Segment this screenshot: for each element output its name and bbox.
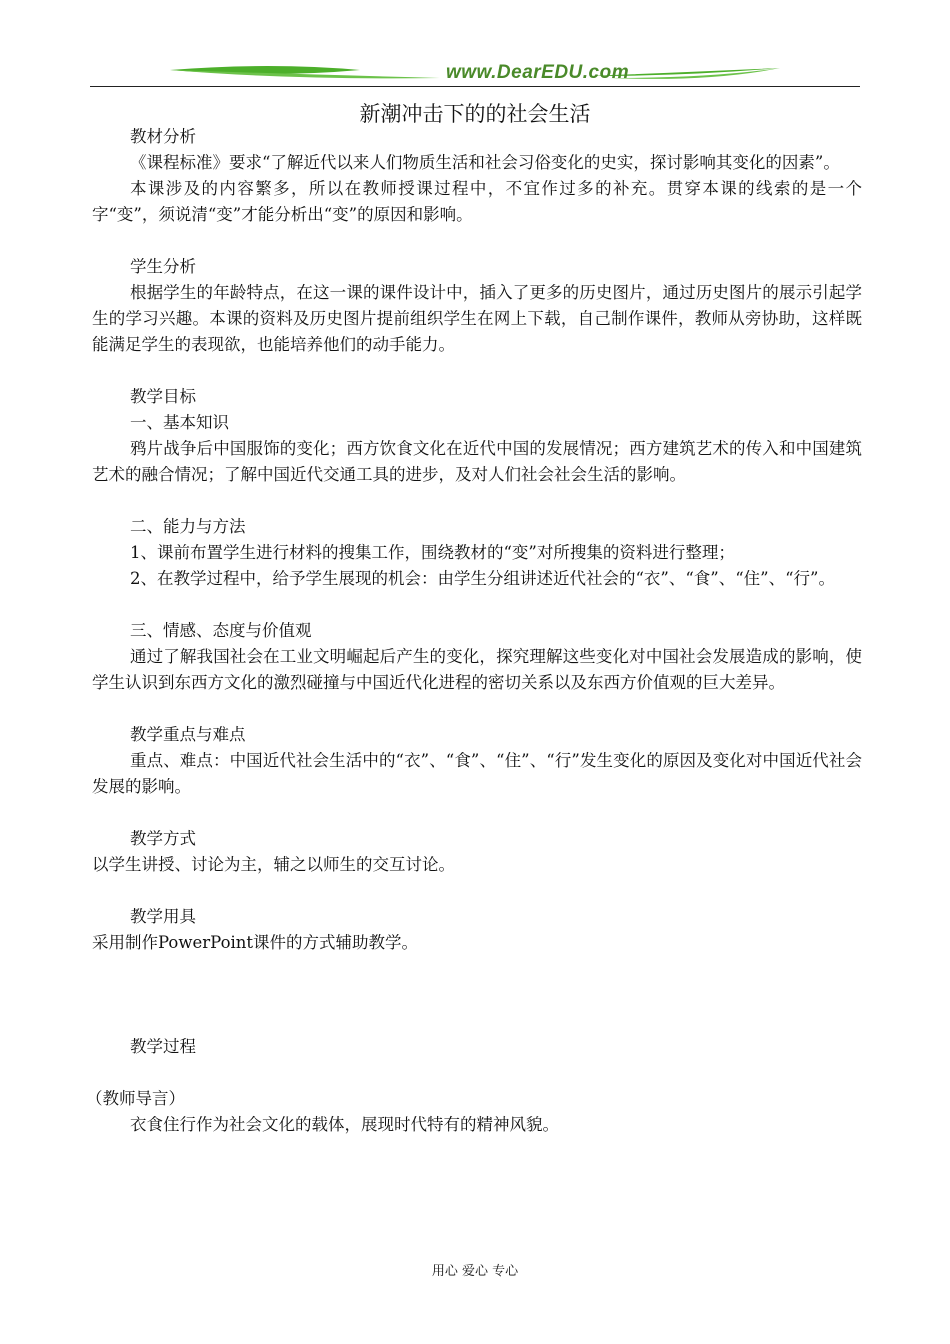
header-divider [90,86,860,87]
page-title: 新潮冲击下的的社会生活 [359,102,591,126]
paragraph: 衣食住行作为社会文化的载体，展现时代特有的精神风貌。 [130,1115,559,1134]
paragraph: 采用制作PowerPoint课件的方式辅助教学。 [92,933,419,952]
section-heading: 教材分析 [130,127,196,146]
paragraph: 1、课前布置学生进行材料的搜集工作，围绕教材的“变”对所搜集的资料进行整理； [130,543,735,562]
section-heading: 教学方式 [130,829,196,848]
paragraph: 鸦片战争后中国服饰的变化；西方饮食文化在近代中国的发展情况；西方建筑艺术的传入和中国建筑艺术的融合情况；了解中国近代交通工具的进步，及对人们社会社会生活的影响。 [92,439,862,484]
subsection-heading: 一、基本知识 [130,413,229,432]
section-heading: 教学重点与难点 [130,725,246,744]
subsection-heading: 三、情感、态度与价值观 [130,621,312,640]
section-heading: 学生分析 [130,257,196,276]
paragraph: 《课程标准》要求“了解近代以来人们物质生活和社会习俗变化的史实，探讨影响其变化的因素”。 [130,153,840,172]
paragraph: 2、在教学过程中，给予学生展现的机会：由学生分组讲述近代社会的“衣”、“食”、“住”、“行”。 [130,569,835,588]
section-heading: 教学过程 [130,1037,196,1056]
subsection-heading: 二、能力与方法 [130,517,246,536]
paragraph: 以学生讲授、讨论为主，辅之以师生的交互讨论。 [92,855,455,874]
page-header [90,56,860,92]
document-body [86,124,862,1138]
paragraph: 通过了解我国社会在工业文明崛起后产生的变化，探究理解这些变化对中国社会发展造成的影响，使学生认识到东西方文化的激烈碰撞与中国近代化进程的密切关系以及东西方价值观的巨大差异。 [92,647,862,692]
paragraph: 本课涉及的内容繁多，所以在教师授课过程中，不宜作过多的补充。贯穿本课的线索的是一个字“变”，须说清“变”才能分析出“变”的原因和影响。 [92,179,862,224]
site-logo: www.DearEDU.com [446,62,630,83]
subsection-heading: （教师导言） [86,1089,185,1108]
page-footer: 用心 爱心 专心 [431,1264,519,1279]
paragraph: 重点、难点：中国近代社会生活中的“衣”、“食”、“住”、“行”发生变化的原因及变化对中国近代社会发展的影响。 [92,751,862,796]
section-heading: 教学目标 [130,387,196,406]
paragraph: 根据学生的年龄特点，在这一课的课件设计中，插入了更多的历史图片，通过历史图片的展示引起学生的学习兴趣。本课的资料及历史图片提前组织学生在网上下载，自己制作课件，教师从旁协助，这样既能满足学生的表现欲，也能培养他们的动手能力。 [92,283,862,354]
section-heading: 教学用具 [130,907,196,926]
